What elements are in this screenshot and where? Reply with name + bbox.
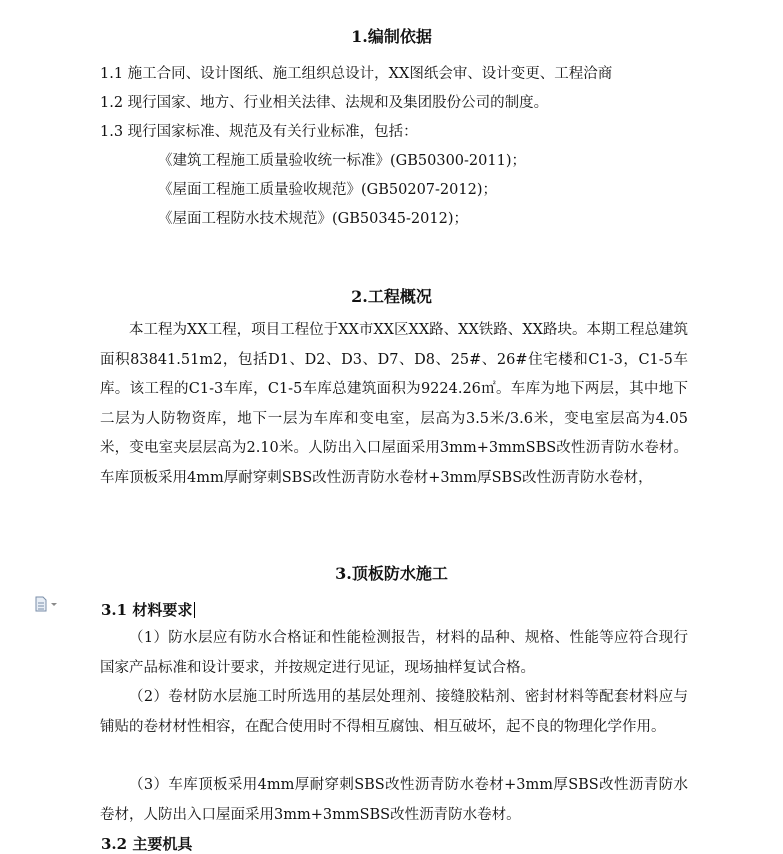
material-requirement-1: （1）防水层应有防水合格证和性能检测报告，材料的品种、规格、性能等应符合现行国家产品标准和设计要求，并按规定进行见证，现场抽样复试合格。 xyxy=(100,630,688,676)
standard-ref-1: 《建筑工程施工质量验收统一标准》(GB50300-2011)； xyxy=(158,153,526,169)
subsection-3-2-title: 3.2 主要机具 xyxy=(101,835,193,853)
standard-ref-3: 《屋面工程防水技术规范》(GB50345-2012)； xyxy=(158,211,468,227)
material-requirement-2: （2）卷材防水层施工时所选用的基层处理剂、接缝胶粘剂、密封材料等配套材料应与铺贴的卷材材性相容，在配合使用时不得相互腐蚀、相互破坏，起不良的物理化学作用。 xyxy=(100,689,688,735)
subsection-3-1-title: 3.1 材料要求 xyxy=(101,600,195,620)
basis-item-1: 1.1 施工合同、设计图纸、施工组织总设计，XX图纸会审、设计变更、工程洽商 xyxy=(100,66,613,82)
section-2-title: 2.工程概况 xyxy=(351,287,432,306)
document-icon[interactable] xyxy=(34,596,60,612)
text-cursor xyxy=(194,602,195,618)
standard-ref-2: 《屋面工程施工质量验收规范》(GB50207-2012)； xyxy=(158,182,497,198)
basis-item-2: 1.2 现行国家、地方、行业相关法律、法规和及集团股份公司的制度。 xyxy=(100,95,549,111)
overview-paragraph: 本工程为XX工程，项目工程位于XX市XX区XX路、XX铁路、XX路块。本期工程总建筑面积83841.51m2，包括D1、D2、D3、D7、D8、25#、26#住宅楼和C1-3，C1-5车库。该工程的C1-3车库，C1-5车库总建筑面积为9224.26㎡。车库为地下两层，其中地下二层为人防物资库，地下一层为车库和变电室，层高为3.5米/3.6米，变电室层高为4.05米，变电室夹层层高为2.10米。人防出入口屋面采用3mm+3mmSBS改性沥青防水卷材。车库顶板采用4mm厚耐穿刺SBS改性沥青防水卷材+3mm厚SBS改性沥青防水卷材， xyxy=(100,322,688,486)
basis-item-3: 1.3 现行国家标准、规范及有关行业标准，包括： xyxy=(100,124,418,140)
section-3-title: 3.顶板防水施工 xyxy=(335,564,448,583)
section-1-title: 1.编制依据 xyxy=(351,27,432,46)
material-requirement-3: （3）车库顶板采用4mm厚耐穿刺SBS改性沥青防水卷材+3mm厚SBS改性沥青防水卷材，人防出入口屋面采用3mm+3mmSBS改性沥青防水卷材。 xyxy=(100,777,688,823)
